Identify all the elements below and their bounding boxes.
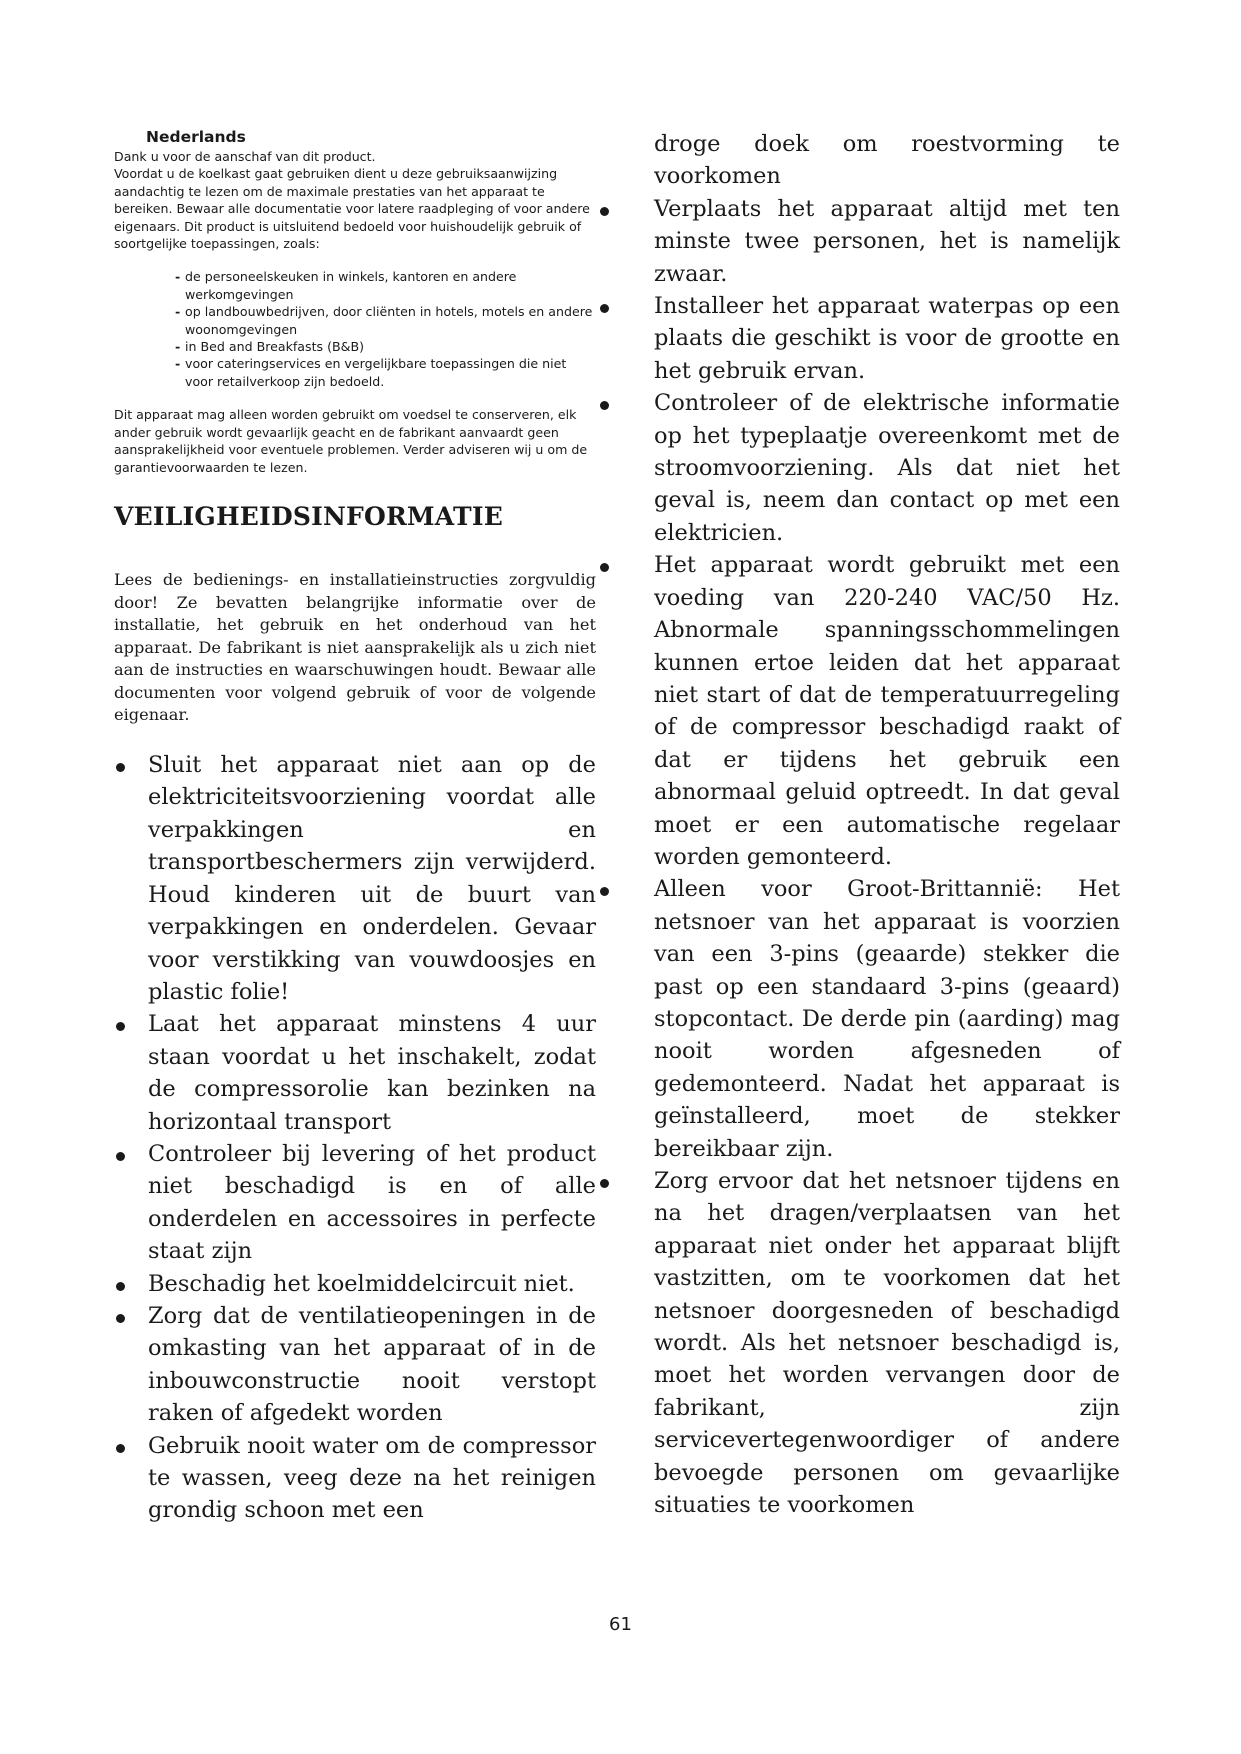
section-title: VEILIGHEIDSINFORMATIE xyxy=(114,501,503,531)
safety-item xyxy=(114,749,596,1008)
safety-item-text: Het apparaat wordt gebruikt met een voeding van 220-240 VAC/50 Hz. Abnormale spanningsschommelingen kunnen ertoe leiden dat het apparaat niet start of dat de temperatuurregeling of de compressor beschadigd raakt of dat er tijdens het gebruik een abnormaal geluid optreedt. In dat geval moet er een automatische regelaar worden gemonteerd. xyxy=(654,552,1120,870)
bullet-icon xyxy=(600,401,609,410)
page-number: 61 xyxy=(609,1614,632,1635)
usage-note: Dit apparaat mag alleen worden gebruikt om voedsel te conserveren, elk ander gebruik wordt gevaarlijk geacht en de fabrikant aanvaardt geen aansprakelijkheid voor eventuele problemen. Verder adviseren wij u om de garantievoorwaarden te lezen. xyxy=(114,407,588,475)
safety-item-text: Alleen voor Groot-Brittannië: Het netsnoer van het apparaat is voorzien van een 3-pins (geaarde) stekker die past op een standaard 3-pins (geaard) stopcontact. De derde pin (aarding) mag nooit worden afgesneden of gedemonteerd. Nadat het apparaat is geïnstalleerd, moet de stekker bereikbaar zijn. xyxy=(654,876,1120,1162)
safety-item-text: Zorg dat de ventilatieopeningen in de omkasting van het apparaat of in de inbouwconstructie nooit verstopt raken of afgedekt worden xyxy=(148,1302,596,1427)
safety-item-text: Laat het apparaat minstens 4 uur staan voordat u het inschakelt, zodat de compressorolie kan bezinken na horizontaal transport xyxy=(148,1011,596,1135)
safety-item xyxy=(620,193,1120,290)
bullet-icon xyxy=(116,1444,125,1453)
bullet-icon xyxy=(116,1314,125,1323)
bullet-icon xyxy=(116,1152,125,1161)
continued-text xyxy=(620,128,1120,193)
language-heading: Nederlands xyxy=(146,128,246,146)
safety-item xyxy=(620,1165,1120,1521)
uses-list xyxy=(114,268,596,390)
right-column xyxy=(620,128,1120,1521)
use-item: - op landbouwbedrijven, door cliënten in hotels, motels en andere woonomgevingen xyxy=(175,303,596,338)
bullet-icon xyxy=(600,207,609,216)
use-item: - de personeelskeuken in winkels, kantoren en andere werkomgevingen xyxy=(175,268,596,303)
safety-list-right xyxy=(620,128,1120,1521)
bullet-icon xyxy=(600,563,609,572)
safety-item xyxy=(620,873,1120,1165)
safety-item-text: Zorg ervoor dat het netsnoer tijdens en na het dragen/verplaatsen van het apparaat niet onder het apparaat blijft vastzitten, om te voorkomen dat het netsnoer doorgesneden of beschadigd wordt. Als het netsnoer beschadigd is, moet het worden vervangen door de fabrikant, zijn servicevertegenwoordiger of andere bevoegde personen om gevaarlijke situaties te voorkomen xyxy=(654,1168,1120,1519)
section-intro: Lees de bedienings- en installatieinstructies zorgvuldig door! Ze bevatten belangrijke informatie over de installatie, het gebruik en het onderhoud van het apparaat. De fabrikant is niet aansprakelijk als u zich niet aan de instructies en waarschuwingen houdt. Bewaar alle documenten voor volgend gebruik of voor de volgende eigenaar. xyxy=(114,569,596,725)
intro-text: Voordat u de koelkast gaat gebruiken dient u deze gebruiksaanwijzing aandachtig te lezen om de maximale prestaties van het apparaat te bereiken. Bewaar alle documentatie voor latere raadpleging of voor andere eigenaars. Dit product is uitsluitend bedoeld voor huishoudelijk gebruik of soortgelijke toepassingen, zoals: xyxy=(114,166,590,252)
bullet-icon xyxy=(116,763,125,772)
safety-item-text: Installeer het apparaat waterpas op een plaats die geschikt is voor de grootte en het gebruik ervan. xyxy=(654,293,1120,384)
safety-item-text: Controleer bij levering of het product niet beschadigd is en of alle onderdelen en accessoires in perfecte staat zijn xyxy=(148,1140,596,1265)
safety-item-text: Verplaats het apparaat altijd met ten minste twee personen, het is namelijk zwaar. xyxy=(654,195,1120,287)
safety-item xyxy=(114,1008,596,1138)
safety-item xyxy=(620,387,1120,549)
safety-item-text: Controleer of de elektrische informatie op het typeplaatje overeenkomt met de stroomvoorziening. Als dat niet het geval is, neem dan contact op met een elektricien. xyxy=(654,390,1120,546)
thanks-text: Dank u voor de aanschaf van dit product. xyxy=(114,149,376,164)
safety-item-text: Sluit het apparaat niet aan op de elektriciteitsvoorziening voordat alle verpakkingen en transportbeschermers zijn verwijderd. Houd kinderen uit de buurt van verpakkingen en onderdelen. Gevaar voor verstikking van vouwdoosjes en plastic folie! xyxy=(148,752,596,1005)
safety-item xyxy=(114,1268,596,1300)
safety-item-text: Gebruik nooit water om de compressor te wassen, veeg deze na het reinigen grondig schoon met een xyxy=(148,1432,596,1524)
safety-item xyxy=(620,290,1120,387)
bullet-icon xyxy=(116,1282,125,1291)
use-item: - voor cateringservices en vergelijkbare toepassingen die niet voor retailverkoop zijn bedoeld. xyxy=(175,355,596,390)
continued-text-content: droge doek om roestvorming te voorkomen xyxy=(654,131,1120,190)
safety-item xyxy=(114,1138,596,1268)
safety-item-text: Beschadig het koelmiddelcircuit niet. xyxy=(148,1270,575,1297)
bullet-icon xyxy=(116,1022,125,1031)
safety-item xyxy=(114,1430,596,1527)
safety-item xyxy=(620,549,1120,873)
left-column xyxy=(114,128,596,1527)
bullet-icon xyxy=(600,887,609,896)
bullet-icon xyxy=(600,304,609,313)
safety-list-left xyxy=(114,749,596,1527)
safety-item xyxy=(114,1300,596,1430)
use-item: - in Bed and Breakfasts (B&B) xyxy=(175,338,596,355)
bullet-icon xyxy=(600,1179,609,1188)
